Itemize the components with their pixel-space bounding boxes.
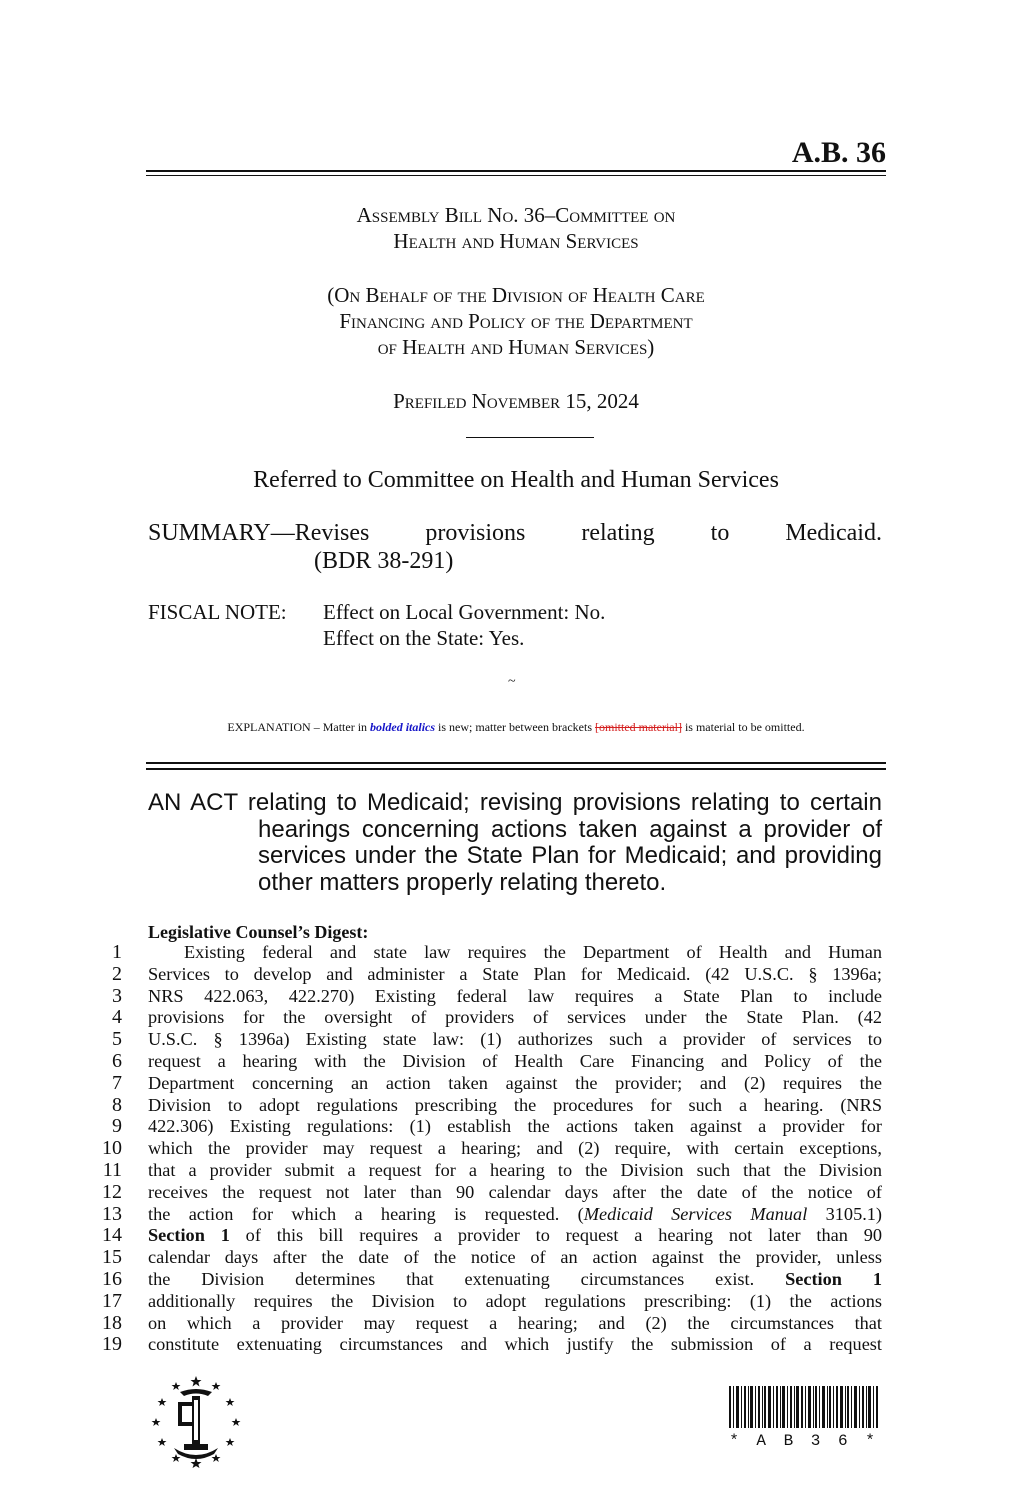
digest-line	[100, 986, 882, 1008]
line-number: 2	[112, 962, 122, 985]
summary-bdr: (BDR 38-291)	[314, 548, 454, 574]
line-number: 14	[102, 1224, 122, 1247]
summary-word: relating	[581, 520, 655, 546]
line-number: 15	[102, 1246, 122, 1269]
line-text: Department concerning an action taken against the provider; and (2) requires the	[148, 1072, 882, 1093]
summary-line	[148, 520, 882, 547]
line-text	[148, 1269, 882, 1291]
line-segment: 3105.1)	[807, 1203, 883, 1224]
line-number: 16	[102, 1267, 122, 1290]
digest-heading: Legislative Counsel’s Digest:	[148, 922, 369, 942]
line-number: 7	[112, 1071, 122, 1094]
summary-word: Medicaid.	[785, 520, 882, 546]
line-text: receives the request not later than 90 calendar days after the date of the notice of	[148, 1181, 882, 1202]
line-text: which the provider may request a hearing; and (2) require, with certain exceptions,	[148, 1138, 882, 1159]
act-rule-bottom	[146, 768, 886, 770]
act-rule-top	[146, 762, 886, 764]
explanation-note	[146, 720, 886, 735]
line-number: 17	[102, 1289, 122, 1312]
explanation-middle: is new; matter between brackets	[435, 720, 595, 734]
act-line: hearings concerning actions taken against a provider of	[258, 815, 882, 843]
line-number: 9	[112, 1115, 122, 1138]
header-rule-thick	[146, 170, 886, 172]
digest-line	[100, 1073, 882, 1095]
section-reference: Section 1	[785, 1268, 882, 1289]
fiscal-state-effect: Effect on the State: Yes.	[323, 626, 525, 650]
line-text: additionally requires the Division to adopt regulations prescribing: (1) the actions	[148, 1290, 882, 1311]
manual-title: Medicaid Services Manual	[583, 1203, 808, 1224]
line-text: provisions for the oversight of providers of services under the State Plan. (42	[148, 1007, 882, 1028]
line-number: 8	[112, 1093, 122, 1116]
line-text: Existing federal and state law requires the Department of Health and Human	[184, 942, 882, 962]
digest-line	[100, 1247, 882, 1269]
bill-title-line-1: Assembly Bill No. 36–Committee on	[356, 203, 676, 227]
digest-body	[100, 942, 882, 1356]
explanation-new-text: bolded italics	[370, 720, 436, 734]
act-line: other matters properly relating thereto.	[258, 868, 667, 896]
line-number: 19	[102, 1333, 122, 1356]
digest-line	[100, 1051, 882, 1073]
bill-title-line-2: Health and Human Services	[393, 229, 639, 253]
summary-word: SUMMARY—Revises	[148, 520, 370, 546]
act-line: services under the State Plan for Medicaid; and providing	[258, 842, 882, 869]
digest-line	[100, 1007, 882, 1029]
digest-line	[100, 964, 882, 986]
line-text: that a provider submit a request for a hearing to the Division such that the Division	[148, 1159, 882, 1180]
short-divider	[466, 437, 594, 438]
summary-word: to	[710, 520, 730, 546]
line-number: 11	[102, 1158, 122, 1181]
barcode-text: * A B 3 6 *	[729, 1432, 879, 1450]
digest-line	[100, 1334, 882, 1356]
behalf-line-3: of Health and Human Services)	[377, 335, 655, 359]
digest-line	[100, 1269, 882, 1291]
digest-line	[100, 1182, 882, 1204]
line-text: Services to develop and administer a State Plan for Medicaid. (42 U.S.C. § 1396a;	[148, 963, 882, 984]
digest-line	[100, 1138, 882, 1160]
line-number: 4	[112, 1006, 122, 1029]
line-text	[148, 1225, 882, 1247]
line-text: NRS 422.063, 422.270) Existing federal law requires a State Plan to include	[148, 985, 882, 1006]
bill-number: A.B. 36	[791, 136, 886, 169]
line-number: 12	[102, 1180, 122, 1203]
referred-to-committee: Referred to Committee on Health and Human Services	[253, 467, 779, 493]
line-segment: of this bill requires a provider to request a hearing not later than 90	[229, 1225, 882, 1246]
fiscal-note-label: FISCAL NOTE:	[148, 600, 287, 624]
line-text: 422.306) Existing regulations: (1) establish the actions taken against a provider for	[148, 1116, 882, 1137]
act-continuation	[148, 817, 882, 897]
digest-line	[100, 1225, 882, 1247]
digest-line	[100, 1029, 882, 1051]
line-number: 5	[112, 1028, 122, 1051]
digest-line	[100, 1095, 882, 1117]
behalf-line-1: (On Behalf of the Division of Health Care	[327, 283, 705, 307]
explanation-prefix: EXPLANATION – Matter in	[227, 720, 371, 734]
behalf-line-2: Financing and Policy of the Department	[339, 309, 693, 333]
digest-line	[100, 1313, 882, 1335]
act-first-line: AN ACT relating to Medicaid; revising provisions relating to certain	[148, 789, 882, 816]
digest-line	[100, 1160, 882, 1182]
line-text: Division to adopt regulations prescribing the procedures for such a hearing. (NRS	[148, 1094, 882, 1115]
line-number: 13	[102, 1202, 122, 1225]
line-text: request a hearing with the Division of Health Care Financing and Policy of the	[148, 1050, 882, 1071]
line-text: constitute extenuating circumstances and which justify the submission of a request	[148, 1334, 882, 1355]
summary-word: provisions	[425, 520, 526, 546]
explanation-omitted-text: [omitted material]	[594, 720, 682, 734]
prefiled-date: Prefiled November 15, 2024	[393, 389, 639, 413]
line-text: on which a provider may request a hearing; and (2) the circumstances that	[148, 1312, 882, 1333]
state-seal-icon	[148, 1372, 244, 1468]
digest-line	[100, 942, 882, 964]
line-text: U.S.C. § 1396a) Existing state law: (1) authorizes such a provider of services to	[148, 1029, 882, 1050]
line-text: calendar days after the date of the notice of an action against the provider, unless	[148, 1247, 882, 1268]
tilde-mark: ~	[508, 674, 516, 689]
line-segment: the action for which a hearing is requested. (	[148, 1203, 584, 1224]
line-number: 6	[112, 1049, 122, 1072]
fiscal-local-effect: Effect on Local Government: No.	[323, 600, 606, 624]
explanation-suffix: is material to be omitted.	[681, 720, 805, 734]
act-title	[148, 790, 882, 896]
line-number: 3	[112, 984, 122, 1007]
header-rule-thin	[146, 175, 886, 176]
line-number: 10	[102, 1137, 122, 1160]
digest-line	[100, 1116, 882, 1138]
barcode-icon	[729, 1386, 879, 1428]
line-segment: the Division determines that extenuating circumstances exist.	[148, 1268, 786, 1289]
digest-line	[100, 1204, 882, 1226]
line-number: 1	[112, 941, 122, 963]
section-reference: Section 1	[148, 1225, 230, 1246]
line-text	[148, 1204, 882, 1226]
line-number: 18	[102, 1311, 122, 1334]
digest-line	[100, 1291, 882, 1313]
